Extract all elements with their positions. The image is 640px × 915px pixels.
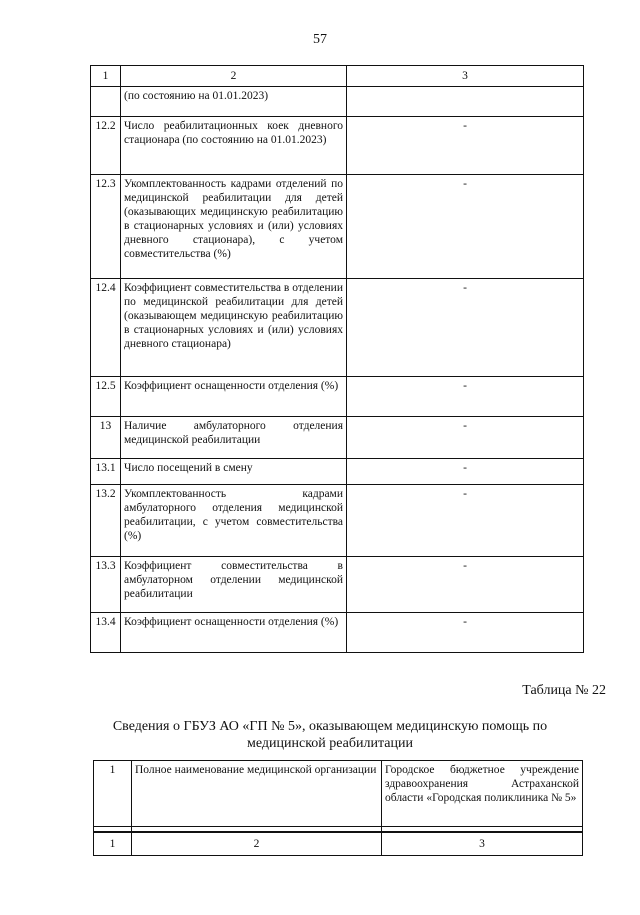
- row-number: 12.5: [91, 377, 121, 417]
- footer-cell: 3: [382, 832, 583, 856]
- row-value: [347, 87, 584, 117]
- organization-table: [93, 760, 583, 856]
- row-number: 13.1: [91, 459, 121, 485]
- table-row: [91, 485, 584, 557]
- table-number: Таблица № 22: [522, 683, 606, 698]
- row-number: 13: [91, 417, 121, 459]
- row-value: -: [347, 417, 584, 459]
- page-number: 57: [313, 32, 327, 47]
- footer-cell: 1: [94, 832, 132, 856]
- row-value: -: [347, 557, 584, 613]
- table-row: [91, 613, 584, 653]
- header-cell: 3: [347, 66, 584, 87]
- row-value: -: [347, 117, 584, 175]
- row-value: -: [347, 175, 584, 279]
- row-number: 13.4: [91, 613, 121, 653]
- row-value: -: [347, 485, 584, 557]
- row-text: Коэффициент оснащенности отделения (%): [121, 613, 347, 653]
- row-text: Коэффициент совместительства в отделении по медицинской реабилитации для детей (оказывающем медицинскую реабилитацию в стационарных условиях и (или) условиях дневного стационара): [121, 279, 347, 377]
- row-text: Коэффициент оснащенности отделения (%): [121, 377, 347, 417]
- row-text: Полное наименование медицинской организации: [132, 761, 382, 827]
- row-text: Наличие амбулаторного отделения медицинской реабилитации: [121, 417, 347, 459]
- row-number: [91, 87, 121, 117]
- row-text: Коэффициент совместительства в амбулаторном отделении медицинской реабилитации: [121, 557, 347, 613]
- row-number: 13.3: [91, 557, 121, 613]
- row-value: -: [347, 377, 584, 417]
- section-title: Сведения о ГБУЗ АО «ГП № 5», оказывающем медицинскую помощь по медицинской реабилитации: [112, 719, 548, 751]
- row-value: -: [347, 613, 584, 653]
- table-row: [91, 459, 584, 485]
- table-row: [91, 87, 584, 117]
- row-number: 12.4: [91, 279, 121, 377]
- table-row: [91, 377, 584, 417]
- table-row: [91, 417, 584, 459]
- row-value: -: [347, 459, 584, 485]
- table-header-row: [91, 66, 584, 87]
- row-number: 12.2: [91, 117, 121, 175]
- row-text: (по состоянию на 01.01.2023): [121, 87, 347, 117]
- row-text: Число посещений в смену: [121, 459, 347, 485]
- row-number: 12.3: [91, 175, 121, 279]
- header-cell: 1: [91, 66, 121, 87]
- row-value: Городское бюджетное учреждение здравоохранения Астраханской области «Городская поликлиника № 5»: [382, 761, 583, 827]
- footer-cell: 2: [132, 832, 382, 856]
- row-text: Укомплектованность кадрами амбулаторного отделения медицинской реабилитации, с учетом совместительства (%): [121, 485, 347, 557]
- row-text: Число реабилитационных коек дневного стационара (по состоянию на 01.01.2023): [121, 117, 347, 175]
- row-text: Укомплектованность кадрами отделений по медицинской реабилитации для детей (оказывающих медицинскую реабилитацию в стационарных условиях и (или) условиях дневного стационара), с учетом совместительства (%): [121, 175, 347, 279]
- row-number: 1: [94, 761, 132, 827]
- header-cell: 2: [121, 66, 347, 87]
- table-footer-row: [94, 832, 583, 856]
- table-row: [91, 117, 584, 175]
- row-value: -: [347, 279, 584, 377]
- row-number: 13.2: [91, 485, 121, 557]
- indicators-table: [90, 65, 584, 653]
- table-row: [91, 279, 584, 377]
- table-row: [94, 761, 583, 827]
- table-row: [91, 557, 584, 613]
- table-row: [91, 175, 584, 279]
